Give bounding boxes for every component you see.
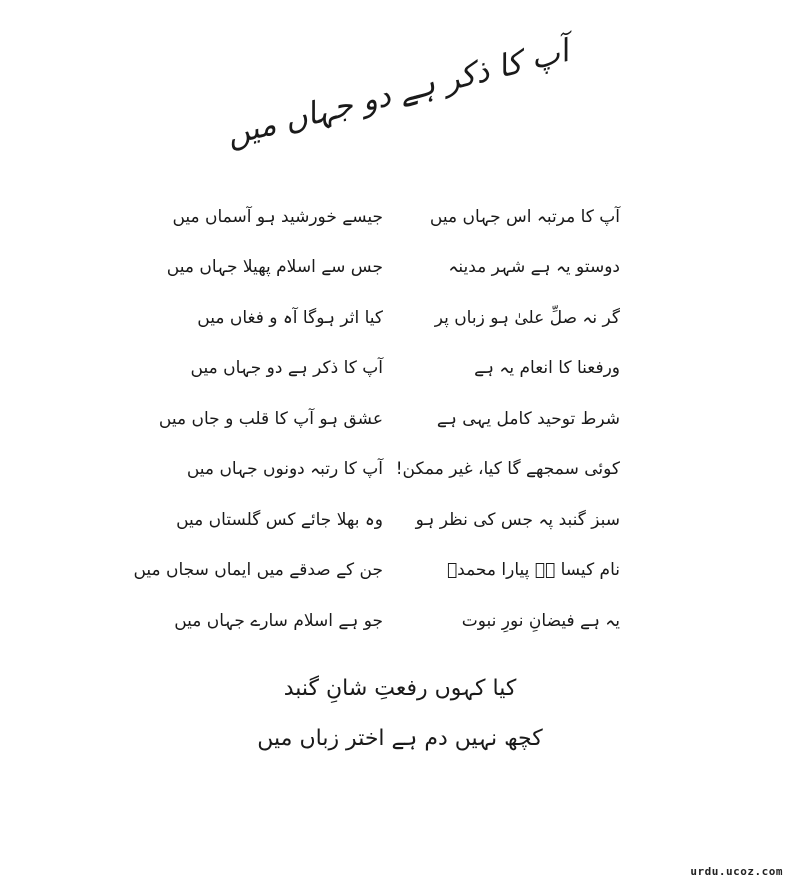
verse-first-line: کوئی سمجھے گا کیا، غیر ممکن! [395,459,620,479]
verse-first-line: ورفعنا کا انعام یہ ہے [474,358,620,378]
verse-first-line: نام کیسا ہے پیارا محمدؐ [446,559,620,580]
poem-title: آپ کا ذکر ہے دو جہاں میں [222,33,573,153]
verse-couplet [178,297,620,348]
verse-second-line: وہ بھلا جائے کس گلستاں میں [176,509,383,530]
site-watermark: urdu.ucoz.com [690,865,783,878]
verse-couplet [158,398,620,449]
verse-second-line: جو ہے اسلام سارے جہاں میں [174,610,383,631]
verse-second-line: آپ کا ذکر ہے دو جہاں میں [190,358,383,378]
verse-first-line: دوستو یہ ہے شہر مدینہ [448,257,620,277]
closing-line-2: کچھ نہیں دم ہے اختر زباں میں [257,726,543,751]
verse-couplet [178,499,620,550]
verse-second-line: آپ کا رتبہ دونوں جہاں میں [186,459,383,479]
verse-couplet [178,449,620,500]
verse-couplet [133,550,620,601]
verse-couplet [166,247,620,298]
verse-first-line: آپ کا مرتبہ اس جہاں میں [429,206,620,227]
verse-second-line: جیسے خورشید ہو آسماں میں [172,206,383,227]
verse-second-line: جن کے صدقے میں ایماں سجاں میں [133,560,383,580]
poem-verses [133,196,620,651]
verse-first-line: شرط توحید کامل یہی ہے [436,408,620,429]
verse-couplet [174,600,620,651]
verse-first-line: گر نہ صلِّ علیٰ ہو زباں پر [434,307,620,328]
closing-line-1: کیا کہوں رفعتِ شانِ گنبد [283,676,517,701]
verse-second-line: کیا اثر ہوگا آہ و فغاں میں [197,307,383,328]
verse-second-line: عشق ہو آپ کا قلب و جاں میں [158,408,383,429]
verse-couplet [172,196,620,247]
verse-couplet [178,348,620,399]
verse-second-line: جس سے اسلام پھیلا جہاں میں [166,257,383,277]
verse-first-line: یہ ہے فیضانِ نورِ نبوت [461,610,620,631]
verse-first-line: سبز گنبد پہ جس کی نظر ہو [415,509,620,530]
